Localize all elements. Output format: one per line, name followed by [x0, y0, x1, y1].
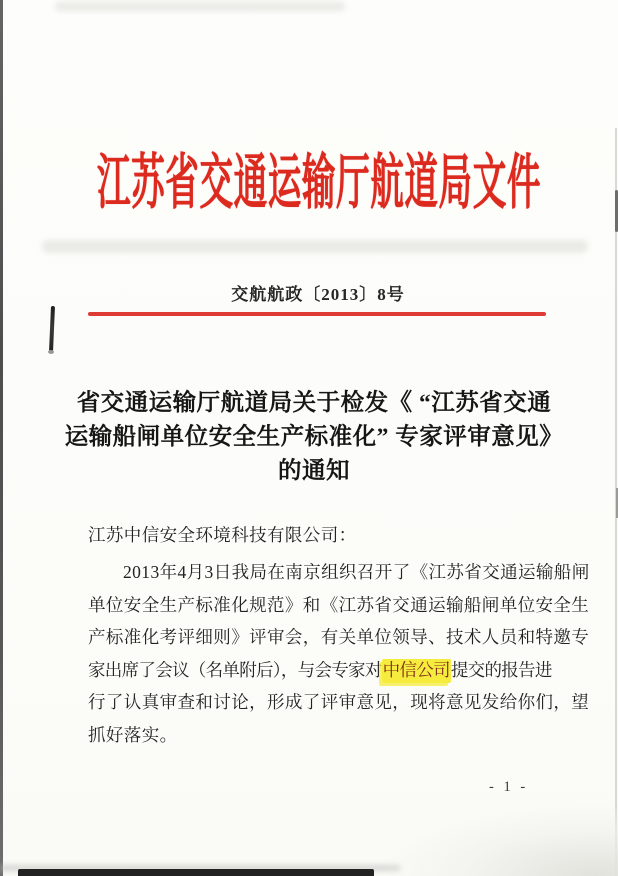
pen-mark: [49, 306, 55, 352]
paragraph-line-with-highlight: [88, 654, 558, 687]
scan-bottom-bar: [18, 869, 374, 876]
paragraph-line: 行了认真审查和讨论，形成了评审意见，现将意见发给你们，望: [88, 692, 590, 712]
notice-title-line3: 的通知: [278, 458, 350, 484]
paragraph-line: 抓好落实。: [88, 724, 178, 745]
scan-top-smudge: [55, 2, 345, 11]
paragraph-text: 提交的报告进: [450, 659, 552, 680]
paragraph-line: 产标准化考评细则》评审会，有关单位领导、技术人员和特邀专: [88, 627, 590, 647]
notice-title-line2: 运输船闸单位安全生产标准化” 专家评审意见》: [64, 424, 564, 450]
body-paragraph: [88, 556, 590, 751]
document-header-title: 江苏省交通运输厅航道局文件: [96, 150, 542, 216]
scan-left-edge: [0, 0, 3, 876]
paragraph-text: 家出席了会议（名单附后），与会专家对: [88, 659, 382, 680]
red-divider-line: [88, 312, 546, 316]
paragraph-line: 2013年4月3日我局在南京组织召开了《江苏省交通运输船闸: [123, 562, 590, 582]
paragraph-line: 单位安全生产标准化规范》和《江苏省交通运输船闸单位安全生: [88, 594, 590, 615]
notice-title-line1: 省交通运输厅航道局关于检发《 “江苏省交通: [76, 390, 552, 416]
recipient-line: 江苏中信安全环境科技有限公司：: [88, 525, 357, 545]
scan-ghost-band: [42, 240, 588, 253]
notice-title: [40, 386, 588, 488]
scan-corner-shade: [388, 806, 618, 876]
page-number: - 1 -: [489, 779, 529, 795]
document-number: 交航航政〔2013〕8号: [231, 285, 405, 304]
highlighted-company-name: 中信公司: [382, 659, 451, 683]
